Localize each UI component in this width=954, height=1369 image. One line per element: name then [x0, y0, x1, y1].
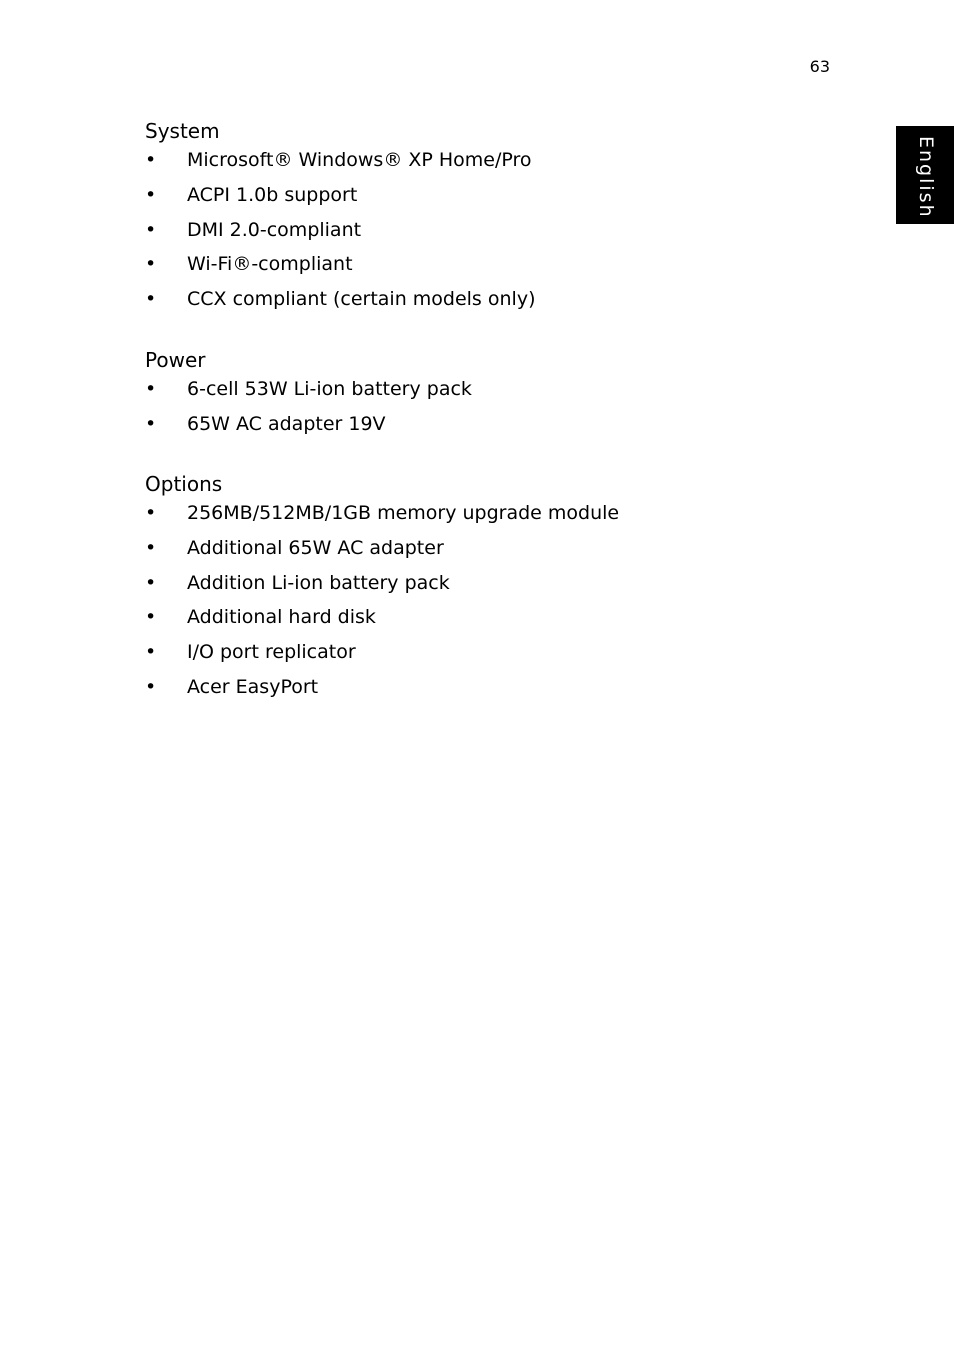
- bullet-icon: •: [145, 641, 157, 664]
- language-tab-label: English: [915, 136, 937, 219]
- bullet-icon: •: [145, 571, 157, 594]
- list-item: [145, 178, 358, 213]
- bullet-icon: •: [145, 218, 157, 241]
- list-item-text: 65W AC adapter 19V: [187, 412, 386, 435]
- section-heading-system: System: [145, 119, 220, 143]
- list-item: [145, 566, 450, 601]
- list-item-text: Addition Li-ion battery pack: [187, 571, 450, 594]
- bullet-icon: •: [145, 183, 157, 206]
- list-item-text: CCX compliant (certain models only): [187, 288, 536, 311]
- bullet-icon: •: [145, 675, 157, 698]
- section-options: [145, 472, 620, 705]
- list-item-text: Microsoft® Windows® XP Home/Pro: [187, 149, 532, 171]
- options-list: [145, 496, 620, 705]
- list-item-text: DMI 2.0-compliant: [187, 218, 362, 241]
- list-item: [145, 670, 319, 705]
- list-item: [145, 372, 472, 407]
- list-item-text: Acer EasyPort: [187, 675, 319, 698]
- list-item: [145, 247, 353, 282]
- section-heading-power: Power: [145, 348, 206, 372]
- section-power: [145, 348, 472, 442]
- list-item-text: Wi-Fi®-compliant: [187, 253, 353, 276]
- bullet-icon: •: [145, 606, 157, 629]
- list-item: [145, 496, 620, 531]
- list-item-text: Additional hard disk: [187, 606, 376, 629]
- list-item: [145, 635, 356, 670]
- list-item-text: 6-cell 53W Li-ion battery pack: [187, 378, 472, 400]
- power-list: [145, 372, 472, 442]
- section-heading-options: Options: [145, 472, 223, 496]
- language-tab: [896, 126, 954, 224]
- page-number: 63: [809, 57, 830, 76]
- bullet-icon: •: [145, 149, 157, 171]
- bullet-icon: •: [145, 412, 157, 435]
- bullet-icon: •: [145, 502, 157, 524]
- list-item-text: I/O port replicator: [187, 641, 356, 664]
- list-item: [145, 282, 536, 317]
- list-item-text: Additional 65W AC adapter: [187, 536, 444, 559]
- bullet-icon: •: [145, 378, 157, 400]
- list-item-text: ACPI 1.0b support: [187, 183, 358, 206]
- section-system: [145, 119, 536, 317]
- list-item-text: 256MB/512MB/1GB memory upgrade module: [187, 502, 620, 524]
- list-item: [145, 143, 532, 178]
- list-item: [145, 407, 386, 442]
- bullet-icon: •: [145, 536, 157, 559]
- list-item: [145, 531, 444, 566]
- bullet-icon: •: [145, 253, 157, 276]
- list-item: [145, 600, 376, 635]
- system-list: [145, 143, 536, 317]
- list-item: [145, 213, 362, 248]
- bullet-icon: •: [145, 288, 157, 311]
